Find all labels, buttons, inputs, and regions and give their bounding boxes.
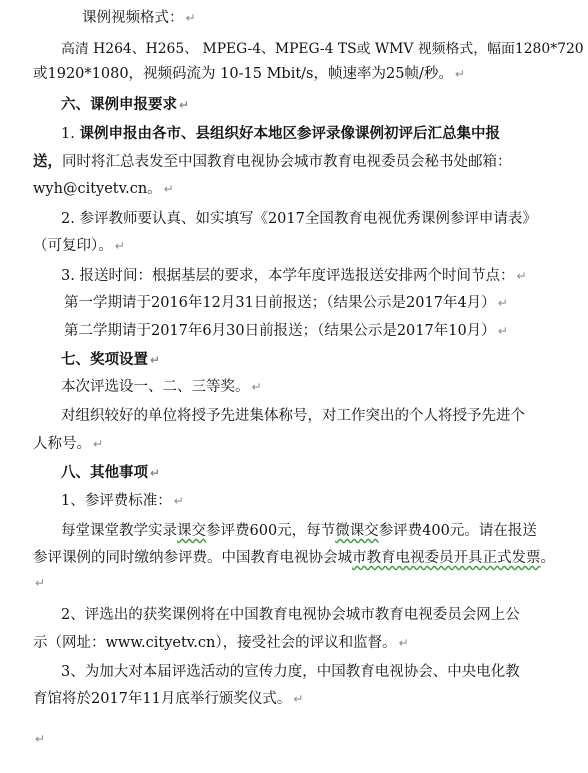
paragraph-mark-icon: ↵ [150,353,161,367]
paragraph-mark-icon: ↵ [35,576,46,590]
requirement-1-line-2: 送，同时将汇总表发至中国教育电视协会城市教育电视委员会秘书处邮箱： [33,153,512,170]
semester-1-deadline: 第一学期请于2016年12月31日前报送；（结果公示是2017年4月） ↵ [64,295,508,311]
paragraph-mark-icon: ↵ [35,732,46,746]
section-7-heading: 七、奖项设置 ↵ [61,352,161,368]
ceremony-line-1: 3、为加大对本届评选活动的宣传力度，中国教育电视协会、中央电化教 [61,664,520,680]
paragraph-mark-icon: ↵ [251,380,262,394]
section-6-heading: 六、课例申报要求 ↵ [61,97,190,113]
paragraph-mark-icon: ↵ [516,269,527,283]
blank-line [33,573,45,593]
requirement-2-line-1: 2. 参评教师要认真、如实填写《2017全国教育电视优秀课例参评申请表》 [61,211,537,227]
fee-standard-heading: 1、参评费标准： ↵ [61,493,184,509]
video-format-heading: 课例视频格式： ↵ [82,10,196,26]
paragraph-mark-icon: ↵ [497,324,508,338]
grammar-underline: 微课交 [335,523,379,539]
paragraph-mark-icon: ↵ [93,437,104,451]
paragraph-mark-icon: ↵ [114,239,125,253]
publication-line-1: 2、评选出的获奖课例将在中国教育电视协会城市教育电视委员会网上公 [61,607,520,623]
paragraph-mark-icon: ↵ [185,11,196,25]
fee-standard-line-2: 参评课例的同时缴纳参评费。中国教育电视协会城市教育电视委员开具正式发票。 [33,550,555,566]
paragraph-mark-icon: ↵ [163,182,174,196]
award-honor-line-2: 人称号。 ↵ [33,436,104,452]
paragraph-mark-icon: ↵ [173,494,184,508]
paragraph-mark-icon: ↵ [497,296,508,310]
publication-line-2: 示（网址：www.cityetv.cn），接受社会的评议和监督。 ↵ [33,635,409,651]
ceremony-line-2: 育馆将於2017年11月底举行颁奖仪式。 ↵ [33,691,304,707]
requirement-1-line-1: 1. 课例申报由各市、县组织好本地区参评录像课例初评后汇总集中报 [61,125,500,142]
requirement-3-line-1: 3. 报送时间：根据基层的要求，本学年度评选报送安排两个时间节点： ↵ [61,268,527,284]
paragraph-mark-icon: ↵ [454,67,465,81]
paragraph-mark-icon: ↵ [150,466,161,480]
requirement-2-line-2: （可复印）。 ↵ [33,238,125,254]
fee-standard-line-1: 每堂课堂教学实录课交参评费600元，每节微课交参评费400元。请在报送 [61,523,537,539]
video-format-line-1: 高清 H264、H265、 MPEG-4、MPEG-4 TS或 WMV 视频格式，幅面1280*720 [61,41,584,57]
grammar-underline: 市教育电视委员开具正式发票 [352,550,541,566]
grammar-underline: 课交 [177,523,206,539]
paragraph-mark-icon: ↵ [293,692,304,706]
requirement-1-email: wyh@cityetv.cn。 ↵ [33,181,174,197]
section-8-heading: 八、其他事项 ↵ [61,465,161,481]
award-levels: 本次评选设一、二、三等奖。 ↵ [61,379,262,395]
blank-line [33,729,45,749]
video-format-line-2: 或1920*1080，视频码流为 10-15 Mbit/s，帧速率为25帧/秒。 ↵ [33,66,465,82]
semester-2-deadline: 第二学期请于2017年6月30日前报送；（结果公示是2017年10月） ↵ [64,323,508,339]
award-honor-line-1: 对组织较好的单位将授予先进集体称号，对工作突出的个人将授予先进个 [61,408,525,424]
paragraph-mark-icon: ↵ [179,98,190,112]
paragraph-mark-icon: ↵ [398,636,409,650]
